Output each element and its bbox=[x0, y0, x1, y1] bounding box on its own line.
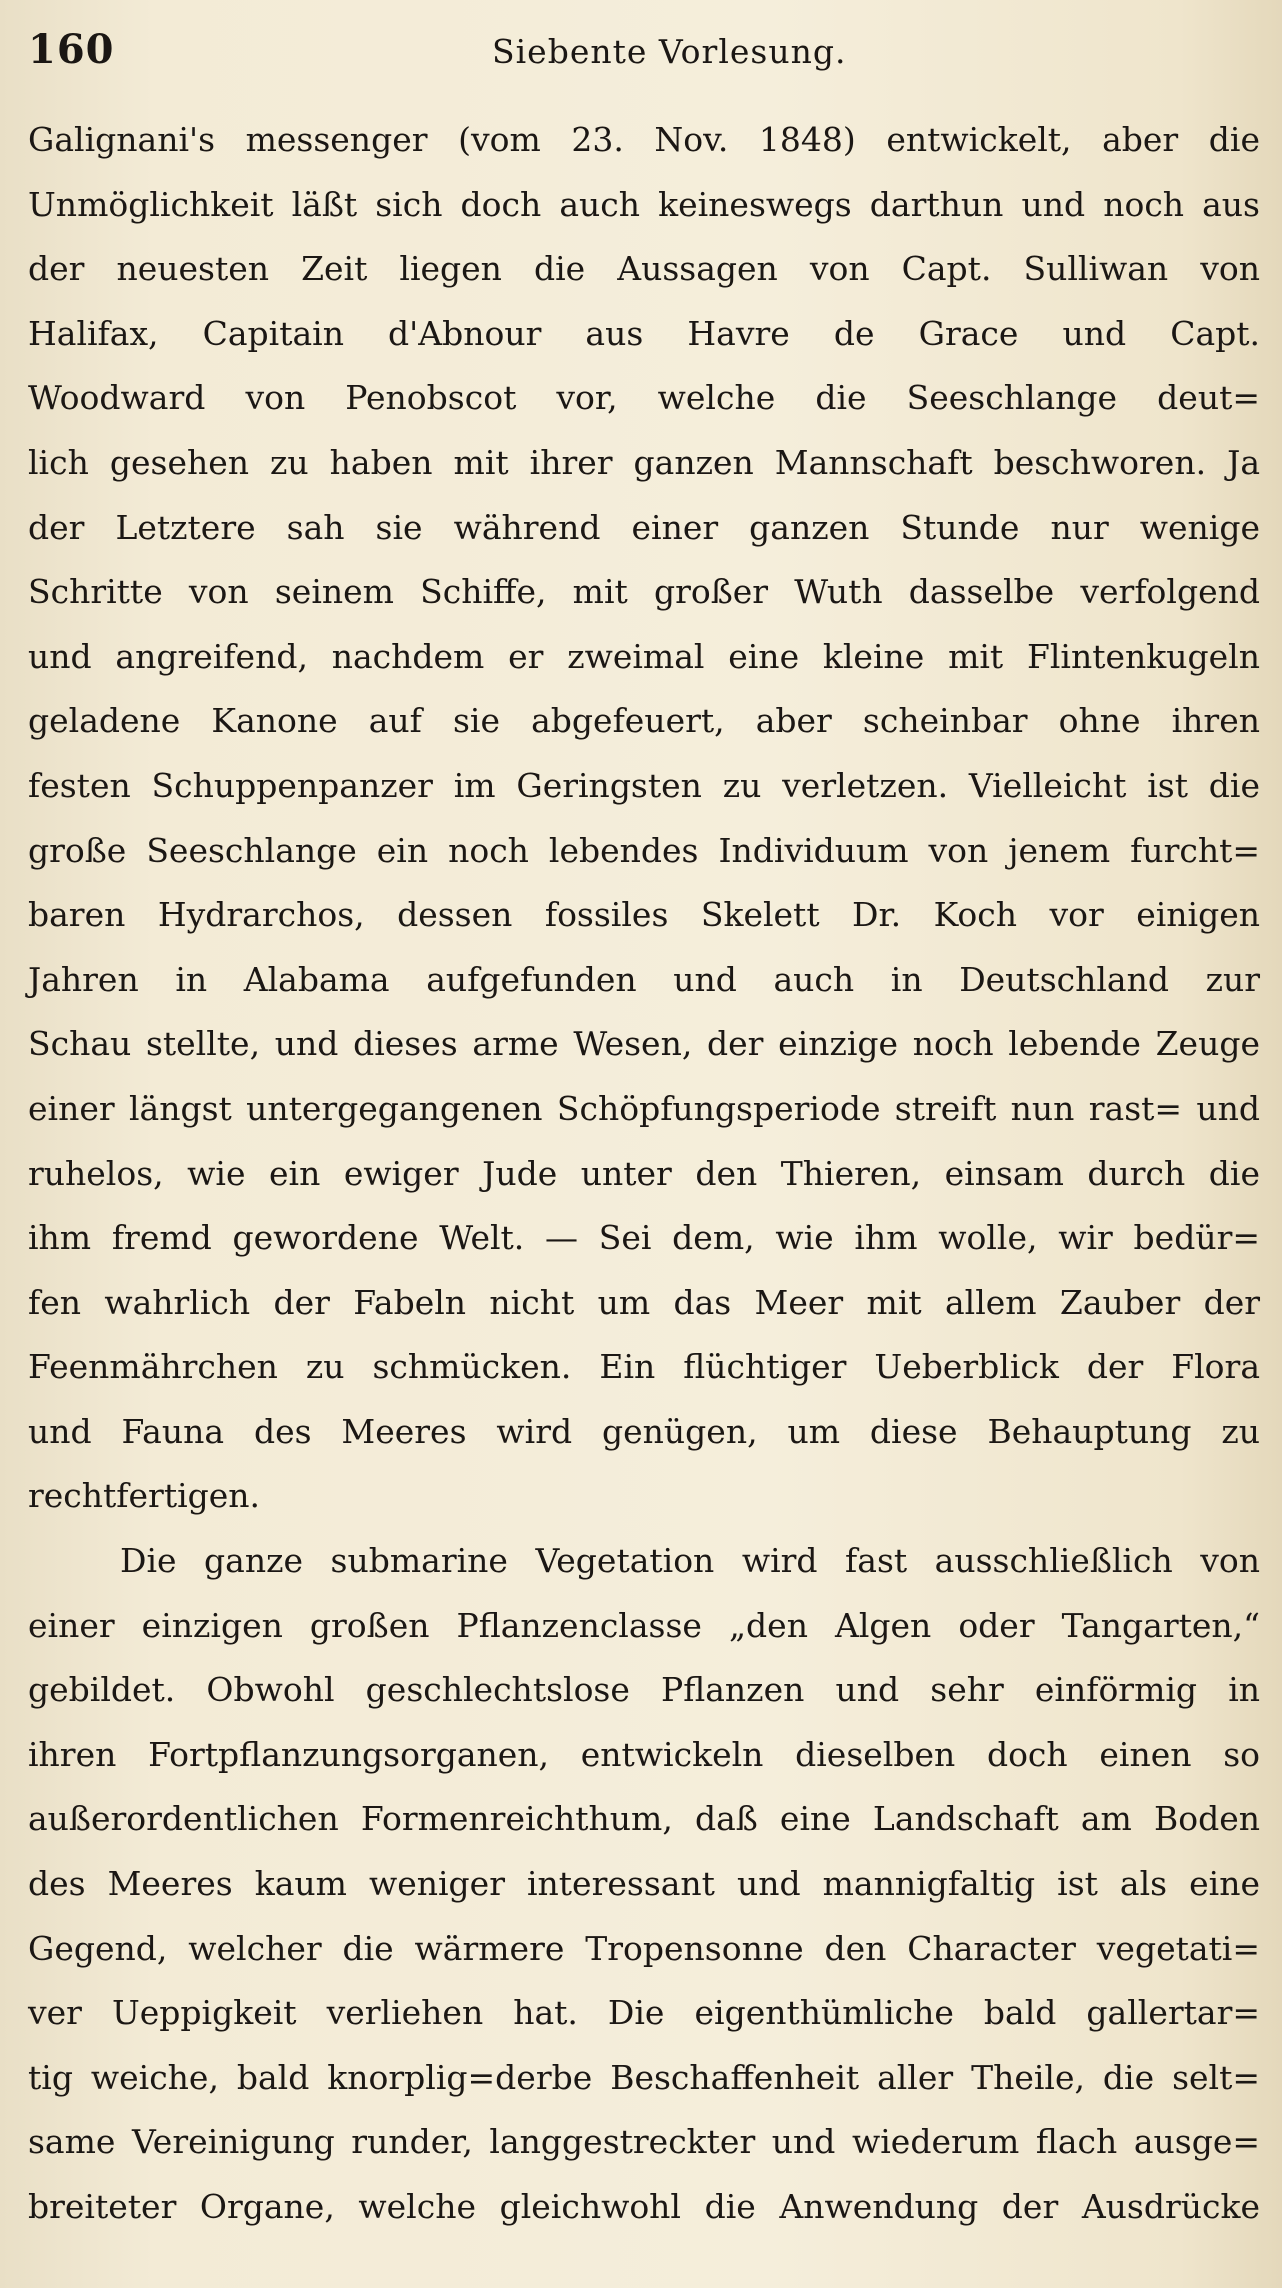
text-line: außerordentlichen Formenreichthum, daß eine Landschaft am Boden bbox=[28, 1799, 1260, 1839]
text-line: ihren Fortpflanzungsorganen, entwickeln dieselben doch einen so bbox=[28, 1734, 1260, 1774]
text-line: Jahren in Alabama aufgefunden und auch in Deutschland zur bbox=[28, 959, 1260, 999]
text-line: Schritte von seinem Schiffe, mit großer Wuth dasselbe verfolgend bbox=[28, 572, 1260, 612]
text-line: ihm fremd gewordene Welt. — Sei dem, wie ihm wolle, wir bedür= bbox=[28, 1218, 1260, 1258]
text-line: Gegend, welcher die wärmere Tropensonne den Character vegetati= bbox=[28, 1928, 1260, 1968]
text-line: Feenmährchen zu schmücken. Ein flüchtiger Ueberblick der Flora bbox=[28, 1347, 1260, 1387]
text-line: Halifax, Capitain d'Abnour aus Havre de Grace und Capt. bbox=[28, 313, 1260, 353]
text-line: Schau stellte, und dieses arme Wesen, der einzige noch lebende Zeuge bbox=[28, 1024, 1260, 1064]
text-line: Unmöglichkeit läßt sich doch auch keineswegs darthun und noch aus bbox=[28, 184, 1260, 224]
text-line: der Letztere sah sie während einer ganzen Stunde nur wenige bbox=[28, 507, 1260, 547]
text-line: festen Schuppenpanzer im Geringsten zu verletzen. Vielleicht ist die bbox=[28, 765, 1260, 805]
text-line: der neuesten Zeit liegen die Aussagen von Capt. Sulliwan von bbox=[28, 249, 1260, 289]
paragraph-2 bbox=[28, 1529, 1260, 2240]
text-line: große Seeschlange ein noch lebendes Individuum von jenem furcht= bbox=[28, 830, 1260, 870]
text-line: ruhelos, wie ein ewiger Jude unter den Thieren, einsam durch die bbox=[28, 1153, 1260, 1193]
page-number: 160 bbox=[28, 26, 115, 73]
text-line: einer einzigen großen Pflanzenclasse „den Algen oder Tangarten,“ bbox=[28, 1605, 1260, 1645]
text-line: Die ganze submarine Vegetation wird fast ausschließlich von bbox=[120, 1541, 1260, 1581]
text-line: lich gesehen zu haben mit ihrer ganzen Mannschaft beschworen. Ja bbox=[28, 442, 1260, 482]
text-line: einer längst untergegangenen Schöpfungsperiode streift nun rast= und bbox=[28, 1088, 1260, 1128]
text-line: geladene Kanone auf sie abgefeuert, aber scheinbar ohne ihren bbox=[28, 701, 1260, 741]
text-line: Galignani's messenger (vom 23. Nov. 1848) entwickelt, aber die bbox=[28, 120, 1260, 159]
text-line: breiteter Organe, welche gleichwohl die Anwendung der Ausdrücke bbox=[28, 2187, 1260, 2226]
running-head: Siebente Vorlesung. bbox=[492, 32, 847, 71]
text-line: des Meeres kaum weniger interessant und mannigfaltig ist als eine bbox=[28, 1864, 1260, 1904]
text-line: und angreifend, nachdem er zweimal eine kleine mit Flintenkugeln bbox=[28, 636, 1260, 676]
page-header bbox=[28, 26, 1258, 86]
paragraph-1 bbox=[28, 108, 1260, 1529]
text-line: fen wahrlich der Fabeln nicht um das Meer mit allem Zauber der bbox=[28, 1282, 1260, 1322]
text-line: same Vereinigung runder, langgestreckter und wiederum flach ausge= bbox=[28, 2122, 1260, 2162]
text-line: gebildet. Obwohl geschlechtslose Pflanzen und sehr einförmig in bbox=[28, 1670, 1260, 1710]
text-line: Woodward von Penobscot vor, welche die Seeschlange deut= bbox=[28, 378, 1260, 418]
text-line: baren Hydrarchos, dessen fossiles Skelett Dr. Koch vor einigen bbox=[28, 895, 1260, 935]
text-line: rechtfertigen. bbox=[28, 1476, 261, 1516]
text-line: ver Ueppigkeit verliehen hat. Die eigenthümliche bald gallertar= bbox=[28, 1993, 1260, 2033]
text-line: und Fauna des Meeres wird genügen, um diese Behauptung zu bbox=[28, 1411, 1260, 1451]
text-line: tig weiche, bald knorplig=derbe Beschaffenheit aller Theile, die selt= bbox=[28, 2057, 1260, 2097]
body-text bbox=[28, 108, 1260, 2240]
